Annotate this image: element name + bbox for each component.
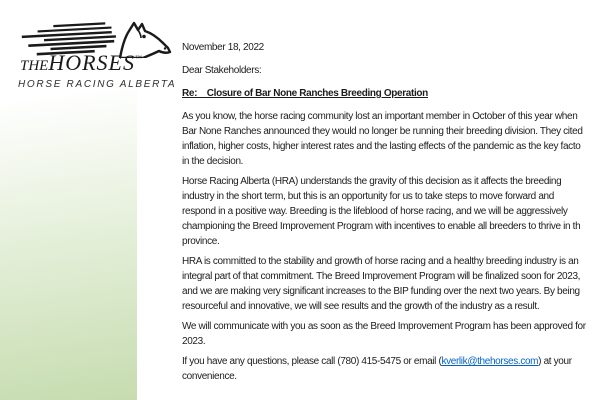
text-line: industry in the short term, but this is an opportunity for us to take steps to move forward and: [182, 191, 554, 202]
paragraph-3: [182, 254, 586, 314]
text-line: 2023.: [182, 336, 206, 347]
text-line: resourceful and innovative, we will see results and the growth of the industry as a result.: [182, 301, 540, 312]
text-line: Bar None Ranches announced they would no longer be running their breeding division. They cited: [182, 126, 583, 137]
brand-name: HORSES: [48, 50, 135, 75]
logo-subtitle: HORSE RACING ALBERTA: [18, 79, 177, 90]
brand-wordmark: [8, 52, 180, 74]
text-line: province.: [182, 236, 220, 247]
salutation: Dear Stakeholders:: [182, 65, 262, 76]
text-line: As you know, the horse racing community lost an important member in October of this year when: [182, 111, 578, 122]
brand-prefix: THE: [20, 58, 49, 74]
text-line: inflation, higher costs, higher interest rates and the lasting effects of the pandemic as the key facto: [182, 141, 581, 152]
text-line: convenience.: [182, 371, 237, 382]
text-line: in the decision.: [182, 156, 244, 167]
horse-racing-alberta-logo: [8, 20, 180, 90]
email-link[interactable]: kverlik@thehorses.com: [441, 356, 539, 367]
paragraph-4: [182, 319, 586, 349]
text-line: respond in a positive way. Breeding is the lifeblood of horse racing, and we will be aggressively: [182, 206, 568, 217]
text-line: Horse Racing Alberta (HRA) understands the gravity of this decision as it affects the breeding: [182, 176, 562, 187]
paragraph-2: [182, 174, 586, 249]
contact-text-after: ) at your: [538, 356, 572, 367]
subject-line: Re: Closure of Bar None Ranches Breeding Operation: [182, 88, 428, 99]
contact-text-before: If you have any questions, please call (780) 415-5475 or email (: [182, 356, 442, 367]
trademark-symbol: ™: [135, 54, 142, 62]
text-line: integral part of that commitment. The Breed Improvement Program will be finalized soon for 2023,: [182, 271, 581, 282]
text-line: We will communicate with you as soon as the Breed Improvement Program has been approved for: [182, 321, 586, 332]
text-line: HRA is committed to the stability and growth of horse racing and a healthy breeding industry is an: [182, 256, 579, 267]
paragraph-1: [182, 109, 586, 169]
paragraph-contact: [182, 354, 586, 384]
text-line: championing the Breed Improvement Program with incentives to enable all breeders to thrive in th: [182, 221, 581, 232]
letter-body: [182, 40, 586, 389]
letter-date: November 18, 2022: [182, 42, 264, 53]
text-line: [182, 354, 586, 369]
text-line: and we are making very significant increases to the BIP funding over the next two years. By being: [182, 286, 580, 297]
